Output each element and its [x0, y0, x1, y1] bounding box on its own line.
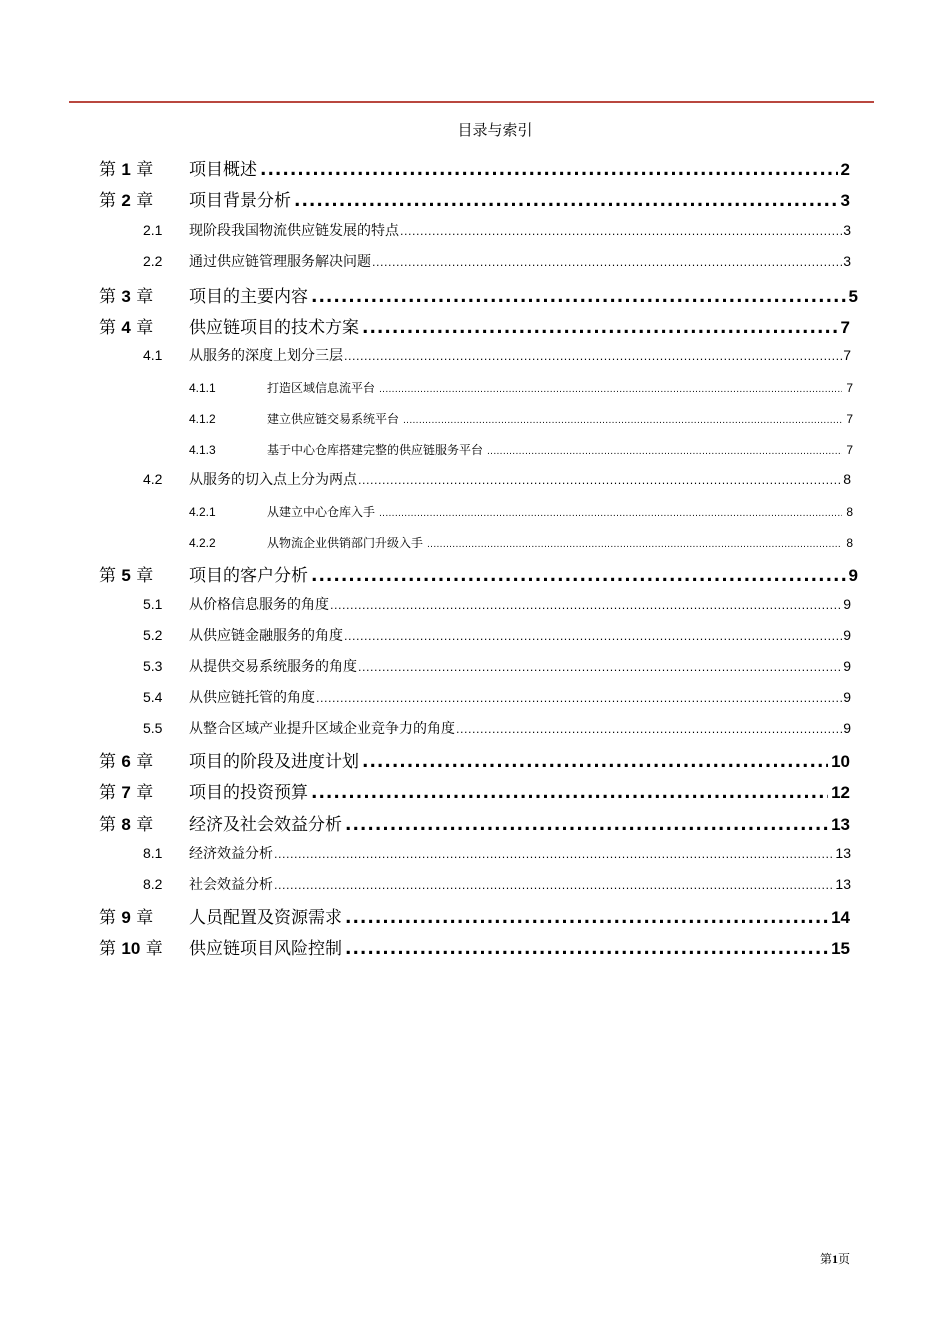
toc-entry-title: 从提供交易系统服务的角度: [189, 659, 357, 675]
toc-entry-title: 项目的主要内容: [189, 287, 308, 307]
toc-entry-page: 9: [848, 566, 858, 585]
dot-leader: [330, 599, 842, 612]
toc-entry[interactable]: [189, 534, 853, 551]
toc-entry[interactable]: [99, 186, 850, 211]
chapter-prefix: 第: [99, 191, 116, 211]
toc-entry-title: 从物流企业供销部门升级入手: [267, 536, 424, 550]
toc-entry[interactable]: [143, 874, 851, 894]
toc-entry-page: 12: [831, 783, 850, 802]
dot-leader: [345, 939, 828, 959]
chapter-prefix: 第: [99, 783, 116, 803]
chapter-prefix: 第: [99, 287, 116, 307]
toc-entry-title: 人员配置及资源需求: [189, 908, 342, 928]
toc-entry-title: 从供应链金融服务的角度: [189, 628, 343, 644]
toc-entry-number: [99, 313, 189, 338]
toc-entry-number: [99, 903, 189, 928]
dot-leader: [379, 385, 842, 395]
chapter-number: 10: [121, 939, 141, 958]
toc-entry-number: [99, 282, 189, 307]
dot-leader: [311, 566, 846, 586]
toc-entry[interactable]: [143, 594, 851, 614]
dot-leader: [487, 447, 842, 457]
toc-entry[interactable]: [99, 778, 850, 803]
dot-leader: [362, 318, 838, 338]
dot-leader: [372, 256, 842, 269]
toc-entry-title: 供应链项目风险控制: [189, 939, 342, 959]
page-footer: [820, 1250, 850, 1267]
toc-entry[interactable]: [143, 220, 851, 240]
toc-entry-number: [99, 186, 189, 211]
toc-entry-title: 通过供应链管理服务解决问题: [189, 254, 371, 270]
toc-entry[interactable]: [143, 843, 851, 863]
toc-entry-title: 经济及社会效益分析: [189, 815, 342, 835]
chapter-prefix: 第: [99, 160, 116, 180]
toc-entry-page: 9: [843, 689, 851, 705]
toc-entry-title: 项目背景分析: [189, 191, 291, 211]
toc-entry-number: [99, 155, 189, 180]
toc-entry-page: 3: [840, 191, 850, 210]
toc-entry-page: 15: [831, 939, 850, 958]
toc-entry-page: 3: [843, 253, 851, 269]
dot-leader: [358, 661, 842, 674]
toc-entry-page: 13: [831, 815, 850, 834]
toc-entry-title: 打造区域信息流平台: [267, 381, 376, 395]
toc-entry-title: 项目的阶段及进度计划: [189, 752, 359, 772]
toc-entry-page: 13: [835, 876, 851, 892]
dot-leader: [345, 815, 828, 835]
toc-entry-title: 经济效益分析: [189, 846, 273, 862]
dot-leader: [400, 225, 842, 238]
dot-leader: [403, 416, 842, 426]
toc-entry[interactable]: [143, 656, 851, 676]
toc-entry-page: 9: [843, 658, 851, 674]
toc-entry-page: 8: [846, 536, 853, 550]
toc-entry[interactable]: [99, 810, 850, 835]
chapter-number: 2: [121, 191, 131, 210]
dot-leader: [311, 287, 846, 307]
toc-entry-title: 建立供应链交易系统平台: [267, 412, 400, 426]
toc-entry-number: [99, 810, 189, 835]
chapter-number: 7: [121, 783, 131, 802]
chapter-suffix: 章: [136, 287, 154, 307]
chapter-suffix: 章: [136, 191, 154, 211]
toc-entry-title: 项目概述: [189, 160, 257, 180]
dot-leader: [344, 350, 842, 363]
chapter-suffix: 章: [136, 160, 154, 180]
toc-entry[interactable]: [99, 561, 858, 586]
toc-entry-number: 5.3: [143, 658, 163, 674]
toc-entry-page: 10: [831, 752, 850, 771]
chapter-prefix: 第: [99, 566, 116, 586]
toc-entry-page: 14: [831, 908, 850, 927]
dot-leader: [311, 783, 828, 803]
toc-entry-number: [99, 561, 189, 586]
toc-entry[interactable]: [99, 313, 850, 338]
toc-entry-number: [99, 747, 189, 772]
toc-entry[interactable]: [189, 503, 853, 520]
toc-entry-page: 3: [843, 222, 851, 238]
toc-entry-number: 4.2: [143, 471, 163, 487]
toc-entry-title: 项目的客户分析: [189, 566, 308, 586]
dot-leader: [274, 848, 834, 861]
toc-entry-number: 5.2: [143, 627, 163, 643]
footer-page-number: 1: [832, 1252, 839, 1266]
toc-entry[interactable]: [189, 410, 853, 427]
toc-entry-title: 社会效益分析: [189, 877, 273, 893]
toc-entry-title: 从服务的深度上划分三层: [189, 348, 343, 364]
toc-entry-number: [99, 778, 189, 803]
toc-entry[interactable]: [189, 441, 853, 458]
toc-entry-number: 5.1: [143, 596, 163, 612]
chapter-suffix: 章: [136, 318, 154, 338]
toc-entry-title: 从建立中心仓库入手: [267, 505, 376, 519]
footer-prefix: 第: [820, 1252, 833, 1266]
dot-leader: [344, 630, 842, 643]
chapter-prefix: 第: [99, 908, 116, 928]
toc-entry-number: 4.1: [143, 347, 163, 363]
chapter-number: 1: [121, 160, 131, 179]
chapter-prefix: 第: [99, 752, 116, 772]
toc-entry-page: 9: [843, 627, 851, 643]
chapter-suffix: 章: [136, 752, 154, 772]
dot-leader: [379, 509, 842, 519]
toc-entry-number: 5.4: [143, 689, 163, 705]
footer-suffix: 页: [838, 1252, 851, 1266]
chapter-number: 8: [121, 815, 131, 834]
toc-entry[interactable]: [143, 469, 851, 489]
toc-entry-title: 从服务的切入点上分为两点: [189, 472, 357, 488]
chapter-number: 3: [121, 287, 131, 306]
toc-entry-title: 供应链项目的技术方案: [189, 318, 359, 338]
toc-entry-title: 现阶段我国物流供应链发展的特点: [189, 223, 399, 239]
toc-entry-number: 4.1.2: [189, 412, 216, 426]
chapter-suffix: 章: [136, 783, 154, 803]
toc-entry-page: 9: [843, 720, 851, 736]
toc-entry[interactable]: [99, 903, 850, 928]
toc-entry-page: 7: [843, 347, 851, 363]
chapter-suffix: 章: [136, 566, 154, 586]
chapter-prefix: 第: [99, 318, 116, 338]
chapter-prefix: 第: [99, 939, 116, 959]
toc-entry[interactable]: [99, 934, 850, 959]
toc-entry[interactable]: [143, 345, 851, 365]
toc-entry[interactable]: [99, 282, 858, 307]
chapter-suffix: 章: [136, 908, 154, 928]
toc-entry-page: 8: [843, 471, 851, 487]
toc-entry-page: 7: [840, 318, 850, 337]
dot-leader: [456, 723, 842, 736]
toc-entry-title: 基于中心仓库搭建完整的供应链服务平台: [267, 443, 484, 457]
toc-entry-title: 从价格信息服务的角度: [189, 597, 329, 613]
page-title: 目录与索引: [457, 121, 533, 139]
toc-entry-page: 7: [846, 443, 853, 457]
toc-entry-number: [99, 934, 189, 959]
chapter-number: 4: [121, 318, 131, 337]
dot-leader: [427, 540, 842, 550]
toc-entry-number: 5.5: [143, 720, 163, 736]
toc-entry-number: 2.2: [143, 253, 163, 269]
dot-leader: [274, 879, 834, 892]
toc-entry-number: 2.1: [143, 222, 163, 238]
dot-leader: [362, 752, 828, 772]
toc-entry[interactable]: [143, 251, 851, 271]
toc-entry-page: 9: [843, 596, 851, 612]
toc-entry-number: 8.1: [143, 845, 163, 861]
dot-leader: [358, 474, 842, 487]
toc-entry[interactable]: [143, 718, 851, 738]
toc-entry-number: 4.1.3: [189, 443, 216, 457]
dot-leader: [260, 160, 838, 180]
toc-entry-title: 从供应链托管的角度: [189, 690, 315, 706]
toc-entry[interactable]: [189, 379, 853, 396]
dot-leader: [316, 692, 842, 705]
toc-entry-page: 7: [846, 412, 853, 426]
toc-entry-page: 2: [840, 160, 850, 179]
chapter-number: 6: [121, 752, 131, 771]
toc-entry-number: 4.2.1: [189, 505, 216, 519]
chapter-number: 5: [121, 566, 131, 585]
toc-entry[interactable]: [143, 687, 851, 707]
toc-entry-number: 8.2: [143, 876, 163, 892]
toc-entry-page: 13: [835, 845, 851, 861]
toc-entry-number: 4.1.1: [189, 381, 216, 395]
chapter-suffix: 章: [136, 815, 154, 835]
toc-entry-title: 从整合区域产业提升区域企业竞争力的角度: [189, 721, 455, 737]
toc-entry[interactable]: [143, 625, 851, 645]
toc-entry[interactable]: [99, 155, 850, 180]
chapter-suffix: 章: [145, 939, 163, 959]
chapter-prefix: 第: [99, 815, 116, 835]
dot-leader: [345, 908, 828, 928]
toc-entry-page: 5: [848, 287, 858, 306]
toc-entry-page: 7: [846, 381, 853, 395]
toc-entry-number: 4.2.2: [189, 536, 216, 550]
toc-entry-title: 项目的投资预算: [189, 783, 308, 803]
chapter-number: 9: [121, 908, 131, 927]
toc-entry[interactable]: [99, 747, 850, 772]
toc-entry-page: 8: [846, 505, 853, 519]
dot-leader: [294, 191, 838, 211]
